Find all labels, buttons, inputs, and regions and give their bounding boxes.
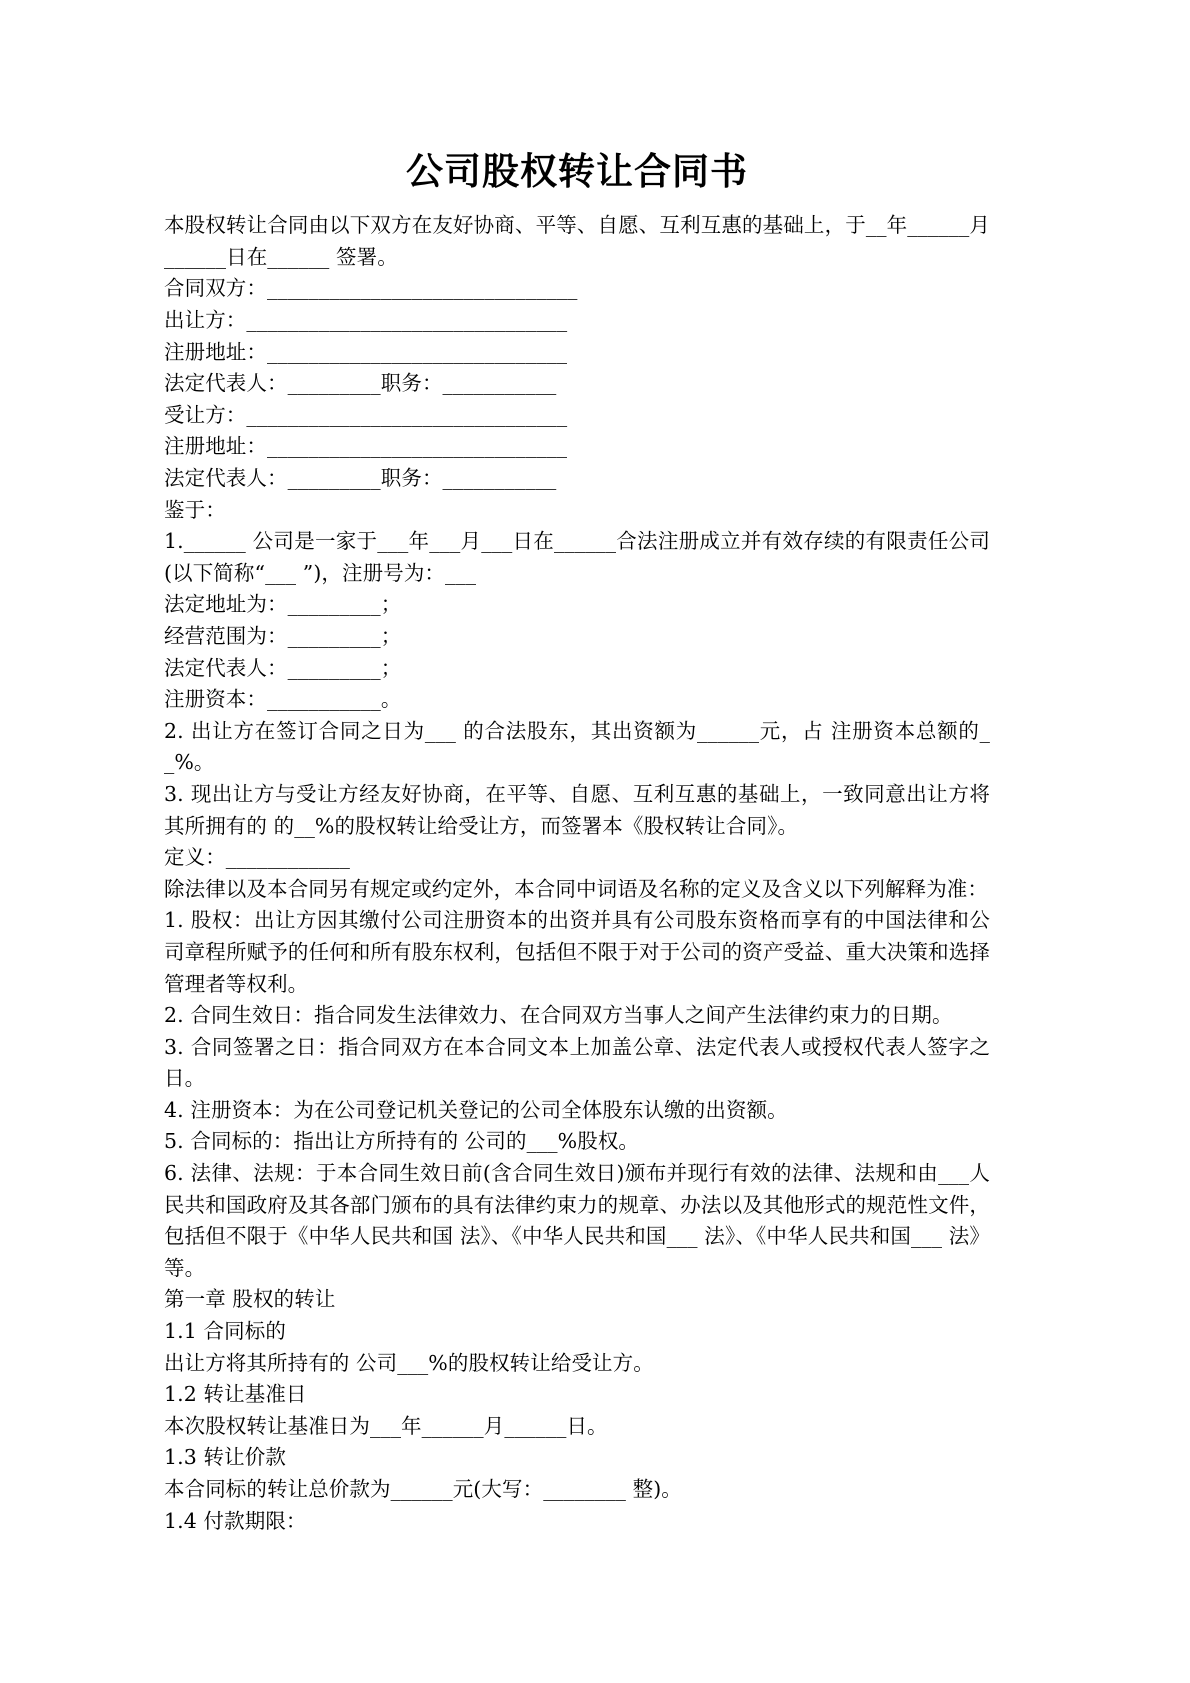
whereas-item-1: 1.______ 公司是一家于___年___月___日在______合法注册成立并有效存续的有限责任公司(以下简称“___ ”)，注册号为：___ xyxy=(164,529,990,585)
whereas-heading: 鉴于： xyxy=(164,497,226,522)
party-line-transferee: 受让方：_______________________________ xyxy=(164,402,568,427)
whereas-item-business-scope: 经营范围为：_________； xyxy=(164,623,402,648)
section-1-1-heading: 1.1 合同标的 xyxy=(164,1319,286,1344)
definition-item-equity: 1. 股权：出让方因其缴付公司注册资本的出资并具有公司股东资格而享有的中国法律和公司章程所赋予的任何和所有股东权利，包括但不限于对于公司的资产受益、重大决策和选择管理者等权利。 xyxy=(164,908,990,996)
whereas-item-2: 2. 出让方在签订合同之日为___ 的合法股东，其出资额为______元，占 注册资本总额的__%。 xyxy=(164,718,990,775)
document-content xyxy=(164,0,990,1537)
party-line-transferee-address: 注册地址：_____________________________ xyxy=(164,434,568,459)
party-line-transferee-legal-rep: 法定代表人：_________职务：___________ xyxy=(164,466,557,490)
definition-item-effective-date: 2. 合同生效日：指合同发生法律效力、在合同双方当事人之间产生法律约束力的日期。 xyxy=(164,1003,953,1028)
whereas-item-registered-capital: 注册资本：___________。 xyxy=(164,687,402,712)
party-line-transferor: 出让方：_______________________________ xyxy=(164,308,568,333)
section-1-3-heading: 1.3 转让价款 xyxy=(164,1445,286,1470)
definition-item-contract-subject: 5. 合同标的：指出让方所持有的 公司的___%股权。 xyxy=(164,1129,640,1154)
intro-paragraph: 本股权转让合同由以下双方在友好协商、平等、自愿、互利互惠的基础上，于__年______月______日在______ 签署。 xyxy=(164,213,990,269)
page-title: 公司股权转让合同书 xyxy=(406,149,748,193)
whereas-item-legal-address: 法定地址为：_________； xyxy=(164,592,402,617)
section-1-2-body: 本次股权转让基准日为___年______月______日。 xyxy=(164,1413,608,1438)
section-1-2-heading: 1.2 转让基准日 xyxy=(164,1382,307,1407)
chapter-1-heading: 第一章 股权的转让 xyxy=(164,1287,336,1312)
whereas-item-3: 3. 现出让方与受让方经友好协商，在平等、自愿、互利互惠的基础上，一致同意出让方将其所拥有的 的__%的股权转让给受让方，而签署本《股权转让合同》。 xyxy=(164,781,990,838)
definitions-intro: 除法律以及本合同另有规定或约定外，本合同中词语及名称的定义及含义以下列解释为准： xyxy=(164,876,988,901)
definition-item-laws-regulations: 6. 法律、法规：于本合同生效日前(含合同生效日)颁布并现行有效的法律、法规和由___人民共和国政府及其各部门颁布的具有法律约束力的规章、办法以及其他形式的规范性文件，包括但不限于《中华人民共和国 法》、《中华人民共和国___ 法》、《中华人民共和国___ 法》等。 xyxy=(164,1161,990,1280)
whereas-item-legal-rep: 法定代表人：_________； xyxy=(164,655,402,680)
definition-item-registered-capital: 4. 注册资本：为在公司登记机关登记的公司全体股东认缴的出资额。 xyxy=(164,1097,788,1122)
section-1-1-body: 出让方将其所持有的 公司___%的股权转让给受让方。 xyxy=(164,1350,654,1375)
party-line-contract-parties: 合同双方：______________________________ xyxy=(164,276,578,301)
definitions-label: 定义：____________ xyxy=(164,845,350,870)
section-1-4-heading: 1.4 付款期限： xyxy=(164,1508,307,1533)
party-line-transferor-legal-rep: 法定代表人：_________职务：___________ xyxy=(164,371,557,396)
section-1-3-body: 本合同标的转让总价款为______元(大写：________ 整)。 xyxy=(164,1477,682,1501)
party-line-transferor-address: 注册地址：_____________________________ xyxy=(164,339,568,364)
definition-item-signing-date: 3. 合同签署之日：指合同双方在本合同文本上加盖公章、法定代表人或授权代表人签字之日。 xyxy=(164,1034,990,1091)
